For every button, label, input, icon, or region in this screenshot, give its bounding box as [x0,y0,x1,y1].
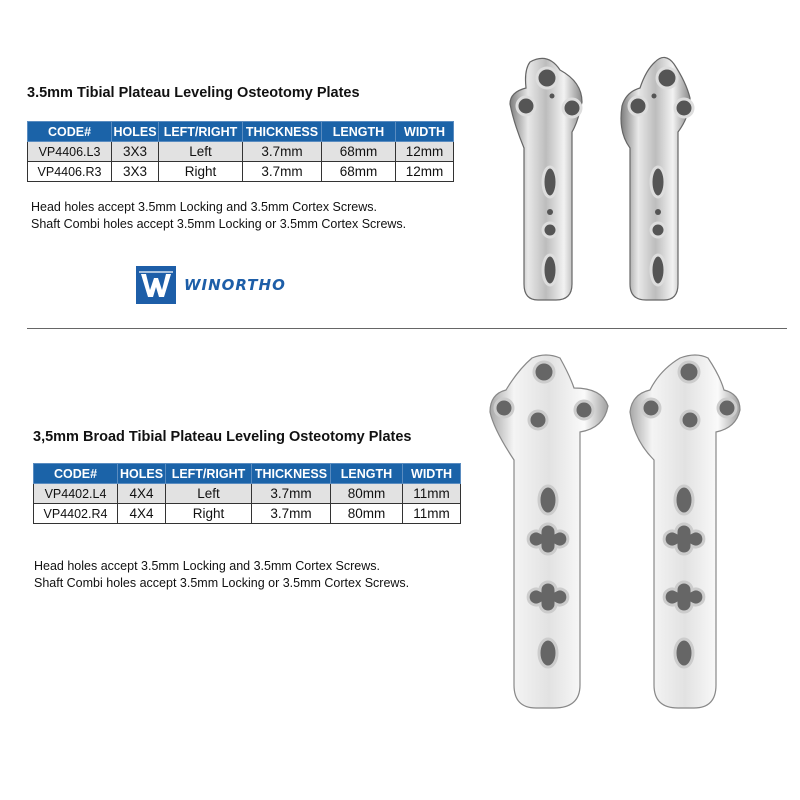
section2-note-line1: Head holes accept 3.5mm Locking and 3.5mm Cortex Screws. [34,559,380,573]
table-row [28,142,454,162]
cell-holes: 3X3 [112,162,159,182]
cell-side: Left [166,484,252,504]
section2-note-line2: Shaft Combi holes accept 3.5mm Locking or 3.5mm Cortex Screws. [34,576,410,590]
header-length: LENGTH [322,122,396,142]
header-holes: HOLES [112,122,159,142]
cell-width: 12mm [396,142,454,162]
header-code: CODE# [28,122,112,142]
section2-note [34,558,409,592]
section-divider [27,328,787,329]
cell-width: 11mm [403,504,461,524]
table-row [28,162,454,182]
header-thickness: THICKNESS [243,122,322,142]
section1-title: 3.5mm Tibial Plateau Leveling Osteotomy Plates [27,85,360,101]
table-row [34,484,461,504]
header-thickness: THICKNESS [252,464,331,484]
cell-width: 11mm [403,484,461,504]
table-header-row [34,464,461,484]
header-width: WIDTH [403,464,461,484]
cell-code: VP4402.R4 [34,504,118,524]
cell-thickness: 3.7mm [252,504,331,524]
section2-spec-table [33,463,461,524]
cell-width: 12mm [396,162,454,182]
section1-note-line1: Head holes accept 3.5mm Locking and 3.5mm Cortex Screws. [31,200,377,214]
table-row [34,504,461,524]
header-width: WIDTH [396,122,454,142]
cell-length: 80mm [331,484,403,504]
cell-code: VP4406.L3 [28,142,112,162]
winortho-logo-text: WINORTHO [184,276,286,294]
cell-length: 68mm [322,142,396,162]
cell-thickness: 3.7mm [252,484,331,504]
cell-code: VP4402.L4 [34,484,118,504]
cell-thickness: 3.7mm [243,162,322,182]
cell-length: 68mm [322,162,396,182]
cell-side: Right [166,504,252,524]
cell-holes: 4X4 [118,484,166,504]
broad-tplo-plates-image [484,350,784,715]
table-header-row [28,122,454,142]
header-holes: HOLES [118,464,166,484]
small-tplo-plates-image [490,52,720,312]
cell-side: Right [159,162,243,182]
section1-note-line2: Shaft Combi holes accept 3.5mm Locking or 3.5mm Cortex Screws. [31,217,407,231]
section1-note [31,199,406,233]
header-length: LENGTH [331,464,403,484]
header-left-right: LEFT/RIGHT [166,464,252,484]
cell-length: 80mm [331,504,403,524]
cell-code: VP4406.R3 [28,162,112,182]
cell-side: Left [159,142,243,162]
cell-thickness: 3.7mm [243,142,322,162]
header-left-right: LEFT/RIGHT [159,122,243,142]
header-code: CODE# [34,464,118,484]
section2-title: 3,5mm Broad Tibial Plateau Leveling Osteotomy Plates [33,429,412,445]
section1-spec-table [27,121,454,182]
cell-holes: 4X4 [118,504,166,524]
cell-holes: 3X3 [112,142,159,162]
winortho-logo-icon [136,266,176,304]
